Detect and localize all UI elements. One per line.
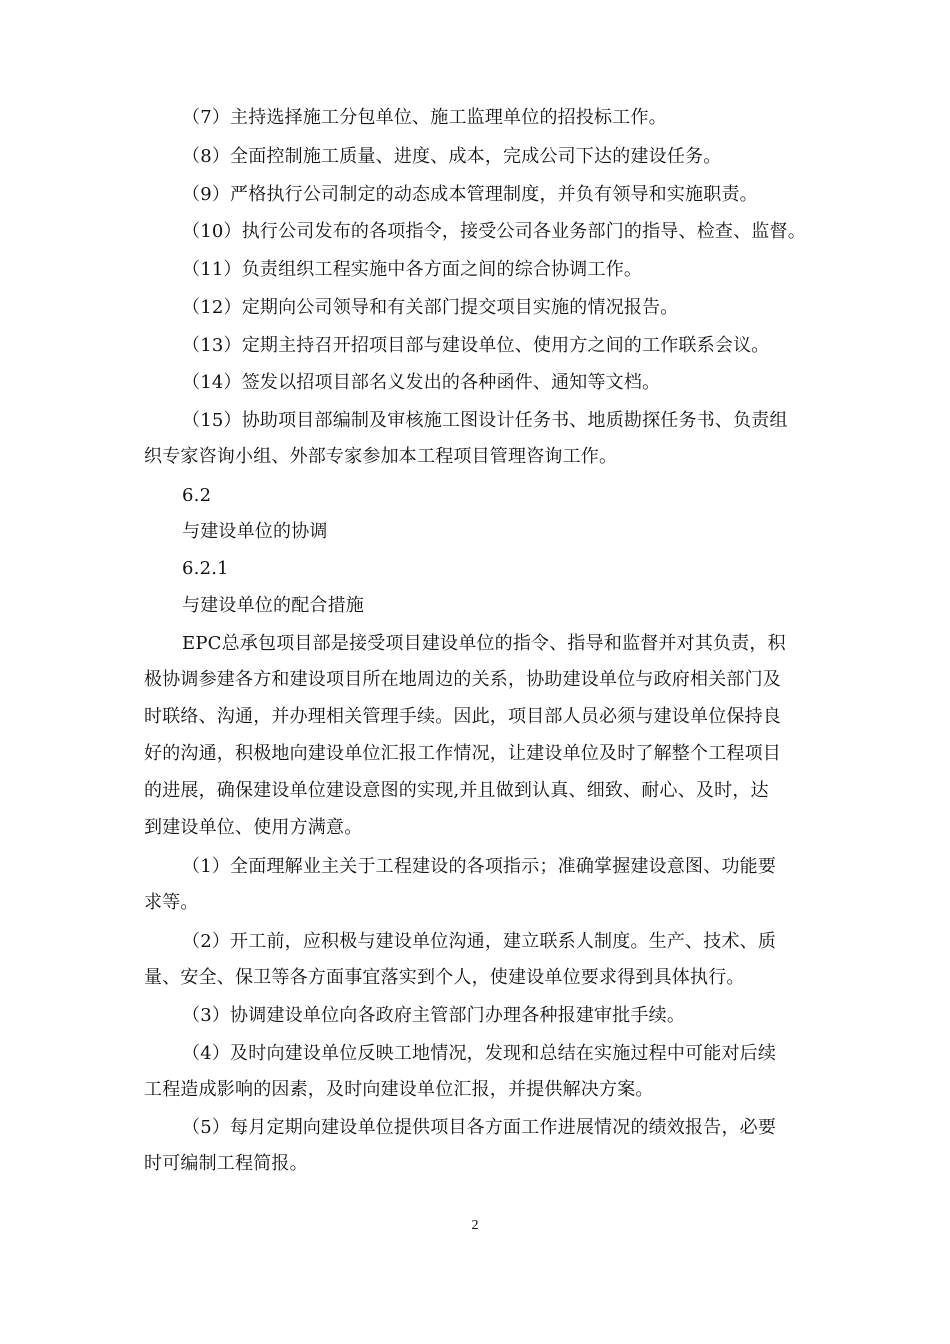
- measure-item-continuation: 求等。: [144, 892, 199, 913]
- paragraph-line: 的进展，确保建设单位建设意图的实现,并且做到认真、细致、耐心、及时，达: [144, 780, 769, 801]
- list-item: （10）执行公司发布的各项指令，接受公司各业务部门的指导、检查、监督。: [182, 221, 806, 242]
- list-item: （14）签发以招项目部名义发出的各种函件、通知等文档。: [182, 372, 661, 393]
- paragraph-line: 到建设单位、使用方满意。: [144, 817, 363, 838]
- subsection-title: 与建设单位的配合措施: [182, 595, 364, 616]
- paragraph-line: EPC总承包项目部是接受项目建设单位的指令、指导和监督并对其负责，积: [182, 633, 786, 654]
- section-title: 与建设单位的协调: [182, 521, 328, 542]
- paragraph-line: 时联络、沟通，并办理相关管理手续。因此，项目部人员必须与建设单位保持良: [144, 706, 781, 727]
- list-item: （15）协助项目部编制及审核施工图设计任务书、地质勘探任务书、负责组: [182, 410, 788, 431]
- list-item: （7）主持选择施工分包单位、施工监理单位的招投标工作。: [182, 107, 667, 128]
- list-item: （13）定期主持召开招项目部与建设单位、使用方之间的工作联系会议。: [182, 335, 770, 356]
- paragraph-line: 好的沟通，积极地向建设单位汇报工作情况，让建设单位及时了解整个工程项目: [144, 743, 781, 764]
- measure-item-continuation: 量、安全、保卫等各方面事宜落实到个人，使建设单位要求得到具体执行。: [144, 967, 745, 988]
- list-item: （11）负责组织工程实施中各方面之间的综合协调工作。: [182, 259, 643, 280]
- list-item: （12）定期向公司领导和有关部门提交项目实施的情况报告。: [182, 297, 679, 318]
- list-item-continuation: 织专家咨询小组、外部专家参加本工程项目管理咨询工作。: [144, 446, 618, 467]
- page-number: 2: [471, 1218, 479, 1233]
- measure-item: （1）全面理解业主关于工程建设的各项指示；准确掌握建设意图、功能要: [182, 856, 777, 877]
- measure-item-continuation: 时可编制工程简报。: [144, 1153, 308, 1174]
- paragraph-line: 极协调参建各方和建设项目所在地周边的关系，协助建设单位与政府相关部门及: [144, 669, 781, 690]
- measure-item: （3）协调建设单位向各政府主管部门办理各种报建审批手续。: [182, 1005, 686, 1026]
- list-item: （9）严格执行公司制定的动态成本管理制度，并负有领导和实施职责。: [182, 184, 758, 205]
- subsection-number: 6.2.1: [182, 558, 229, 579]
- measure-item: （4）及时向建设单位反映工地情况，发现和总结在实施过程中可能对后续: [182, 1043, 777, 1064]
- measure-item: （2）开工前，应积极与建设单位沟通，建立联系人制度。生产、技术、质: [182, 931, 777, 952]
- measure-item: （5）每月定期向建设单位提供项目各方面工作进展情况的绩效报告，必要: [182, 1117, 777, 1138]
- list-item: （8）全面控制施工质量、进度、成本，完成公司下达的建设任务。: [182, 146, 722, 167]
- measure-item-continuation: 工程造成影响的因素，及时向建设单位汇报，并提供解决方案。: [144, 1079, 654, 1100]
- section-number: 6.2: [182, 485, 212, 506]
